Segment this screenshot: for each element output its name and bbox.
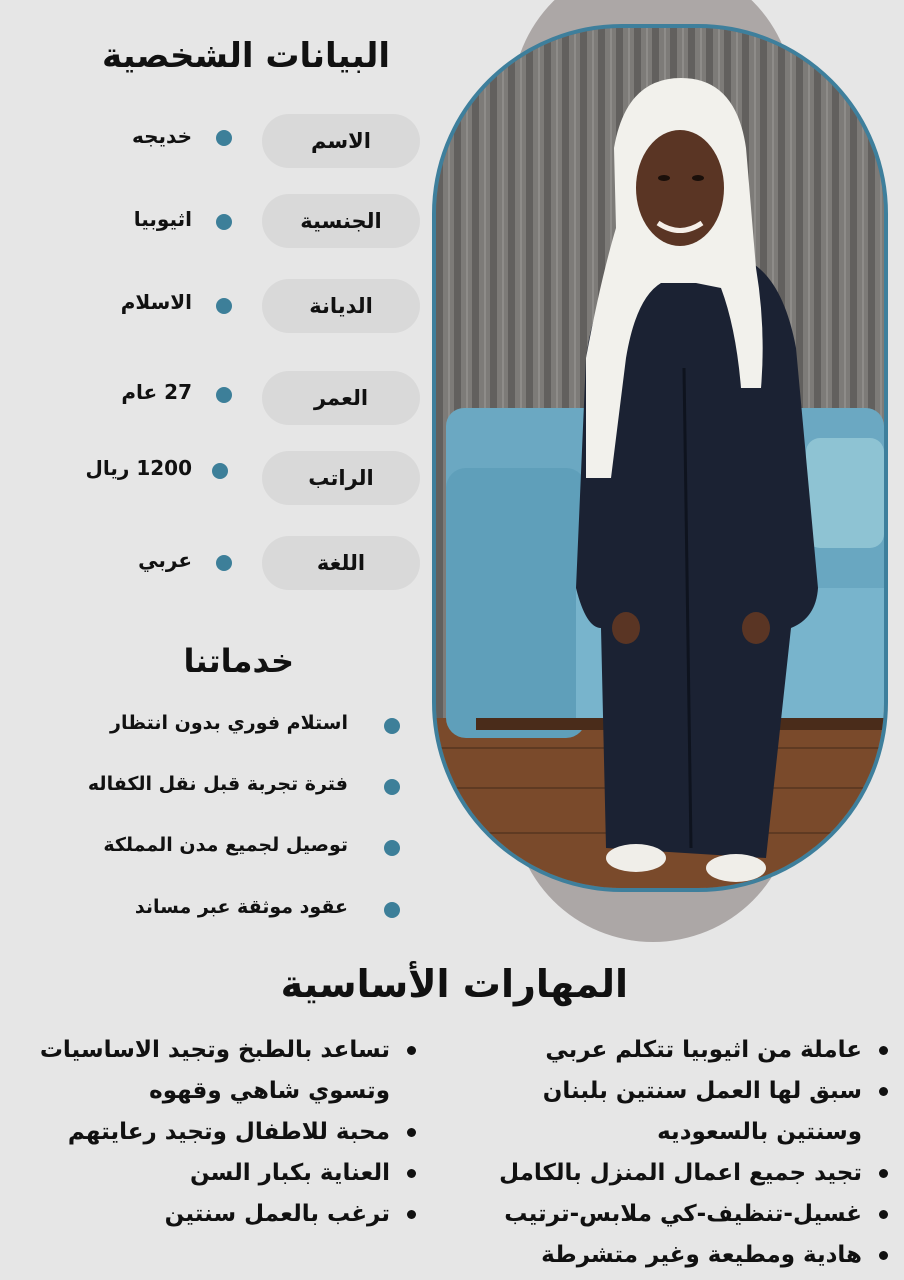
skill-item: [40, 1194, 418, 1235]
bullet-dot: [407, 1128, 416, 1137]
skill-text-continued: وتسوي شاهي وقهوه: [149, 1078, 390, 1104]
skill-text: غسيل-تنظيف-كي ملابس-ترتيب: [504, 1201, 862, 1227]
info-value: 27 عام: [121, 380, 192, 404]
skill-item: [40, 1112, 418, 1153]
skill-text: ترغب بالعمل سنتين: [164, 1201, 390, 1227]
skills-title: المهارات الأساسية: [280, 962, 628, 1006]
bullet-dot: [879, 1210, 888, 1219]
bullet-dot: [879, 1046, 888, 1055]
bullet-dot: [384, 779, 400, 795]
skill-text: تجيد جميع اعمال المنزل بالكامل: [499, 1160, 862, 1186]
bullet-dot: [407, 1046, 416, 1055]
info-value: 1200 ريال: [85, 456, 192, 480]
info-label: الجنسية: [262, 194, 420, 248]
bullet-dot: [384, 902, 400, 918]
bullet-dot: [212, 463, 228, 479]
skill-text: سبق لها العمل سنتين بلبنان: [542, 1078, 862, 1104]
bullet-dot: [216, 387, 232, 403]
skills-list-right: [499, 1030, 890, 1276]
bullet-dot: [216, 298, 232, 314]
skill-text: تساعد بالطبخ وتجيد الاساسيات: [39, 1037, 390, 1063]
skill-item: [499, 1194, 890, 1235]
skill-text: عاملة من اثيوبيا تتكلم عربي: [545, 1037, 862, 1063]
info-label: اللغة: [262, 536, 420, 590]
skills-list-left: [40, 1030, 418, 1235]
bullet-dot: [216, 555, 232, 571]
service-text: عقود موثقة عبر مساند: [134, 896, 348, 918]
skill-item: [499, 1030, 890, 1071]
skill-item: [499, 1153, 890, 1194]
skill-text: العناية بكبار السن: [189, 1160, 390, 1186]
info-value: عربي: [138, 548, 192, 572]
bullet-dot: [384, 840, 400, 856]
skill-text-continued: وسنتين بالسعوديه: [657, 1119, 862, 1145]
bullet-dot: [879, 1169, 888, 1178]
personal-info-title: البيانات الشخصية: [101, 36, 390, 76]
services-title: خدماتنا: [183, 642, 294, 680]
info-value: اثيوبيا: [133, 207, 192, 231]
bullet-dot: [407, 1169, 416, 1178]
skill-text: محبة للاطفال وتجيد رعايتهم: [67, 1119, 390, 1145]
service-text: توصيل لجميع مدن المملكة: [103, 834, 348, 856]
bullet-dot: [879, 1251, 888, 1260]
bullet-dot: [216, 214, 232, 230]
skill-item: [40, 1030, 418, 1112]
service-text: فترة تجربة قبل نقل الكفاله: [87, 773, 348, 795]
skill-item: [40, 1153, 418, 1194]
skill-item: [499, 1235, 890, 1276]
info-label: العمر: [262, 371, 420, 425]
bullet-dot: [879, 1087, 888, 1096]
bullet-dot: [407, 1210, 416, 1219]
info-value: الاسلام: [120, 290, 192, 314]
info-value: خديجه: [131, 124, 192, 148]
skill-item: [499, 1071, 890, 1153]
bullet-dot: [216, 130, 232, 146]
bullet-dot: [384, 718, 400, 734]
worker-photo: [432, 24, 888, 892]
worker-photo-illustration: [436, 28, 884, 888]
info-label: الديانة: [262, 279, 420, 333]
info-label: الاسم: [262, 114, 420, 168]
info-label: الراتب: [262, 451, 420, 505]
skill-text: هادية ومطيعة وغير متشرطة: [541, 1242, 862, 1268]
service-text: استلام فوري بدون انتظار: [110, 712, 348, 734]
